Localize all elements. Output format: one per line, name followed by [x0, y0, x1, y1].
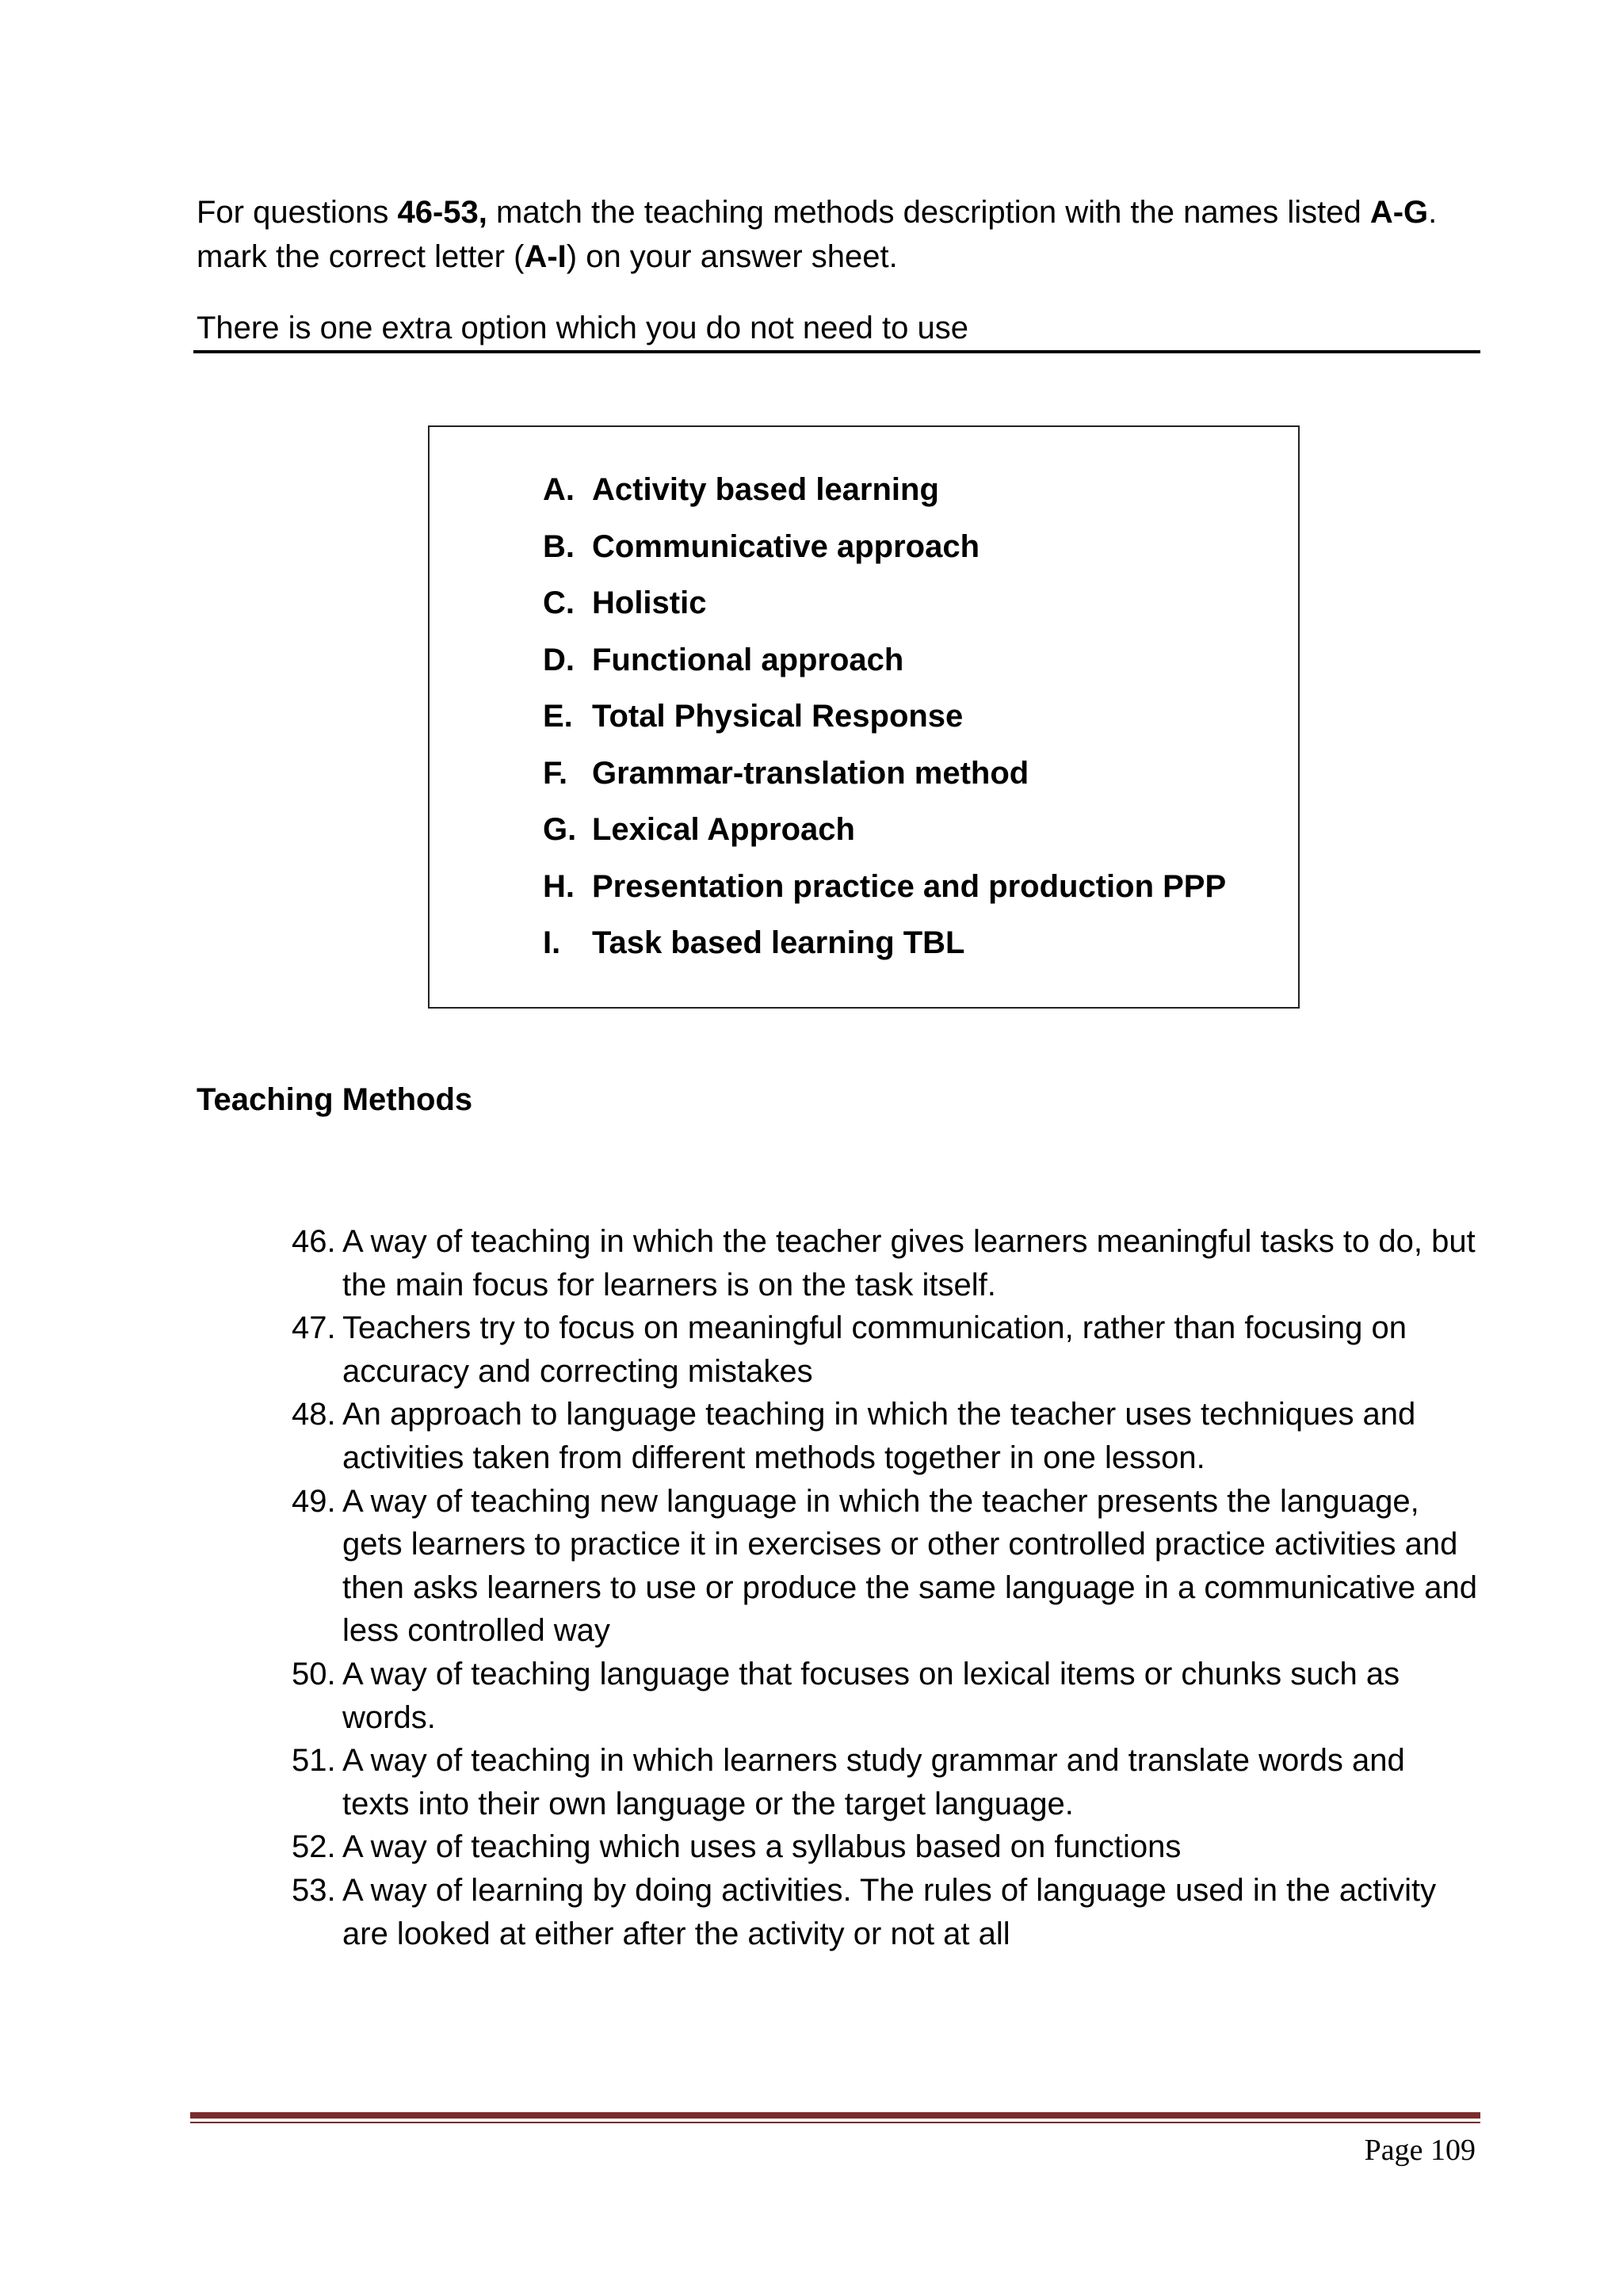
option-item — [543, 575, 1226, 632]
option-letter: H. — [543, 868, 575, 904]
instructions-text-1: For questions — [197, 195, 398, 230]
instructions-text-2: match the teaching methods description with the names listed — [487, 195, 1370, 230]
extra-option-note: There is one extra option which you do not need to use — [197, 311, 968, 345]
question-item — [292, 1653, 1480, 1739]
option-label: Total Physical Response — [592, 699, 964, 734]
option-letter: A. — [543, 472, 575, 507]
option-label: Holistic — [592, 585, 707, 620]
option-label: Functional approach — [592, 642, 904, 677]
question-range: 46-53, — [397, 195, 487, 230]
option-item — [543, 746, 1226, 803]
question-item — [292, 1306, 1480, 1393]
question-number: 49. — [292, 1483, 336, 1519]
question-item — [292, 1480, 1480, 1653]
option-label: Grammar-translation method — [592, 755, 1029, 791]
footer-rule — [190, 2112, 1480, 2119]
question-text: A way of learning by doing activities. The rules of language used in the activity are looked at either after the activity or not at all — [342, 1872, 1437, 1951]
question-item — [292, 1739, 1480, 1825]
question-text: An approach to language teaching in which the teacher uses techniques and activities taken from different methods together in one lesson. — [342, 1397, 1416, 1475]
option-letter: B. — [543, 528, 575, 564]
option-item — [543, 802, 1226, 859]
option-label: Task based learning TBL — [592, 925, 965, 960]
option-letter: F. — [543, 755, 568, 791]
question-text: A way of teaching in which the teacher gives learners meaningful tasks to do, but the main focus for learners is on the task itself. — [342, 1224, 1476, 1302]
underline-rule — [193, 350, 1480, 353]
question-item — [292, 1393, 1480, 1479]
questions-list — [292, 1220, 1480, 1955]
page-number: Page 109 — [1364, 2134, 1476, 2167]
footer-rule-thin — [190, 2122, 1480, 2123]
option-item — [543, 915, 1226, 972]
question-text: A way of teaching language that focuses on lexical items or chunks such as words. — [342, 1656, 1400, 1735]
option-item — [543, 859, 1226, 916]
option-letter: G. — [543, 812, 577, 847]
letters-listed: A-G — [1369, 195, 1429, 230]
option-item — [543, 519, 1226, 576]
option-item — [543, 688, 1226, 746]
option-item — [543, 462, 1226, 519]
section-title: Teaching Methods — [197, 1082, 473, 1117]
option-letter: D. — [543, 642, 575, 677]
option-label: Communicative approach — [592, 528, 980, 564]
question-text: A way of teaching in which learners study grammar and translate words and texts into their own language or the target language. — [342, 1743, 1405, 1821]
question-text: A way of teaching which uses a syllabus based on functions — [342, 1829, 1182, 1865]
question-number: 48. — [292, 1397, 336, 1432]
option-label: Lexical Approach — [592, 812, 855, 847]
option-letter: I. — [543, 925, 561, 960]
question-text: Teachers try to focus on meaningful communication, rather than focusing on accuracy and correcting mistakes — [342, 1310, 1407, 1389]
option-letter: C. — [543, 585, 575, 620]
question-item — [292, 1825, 1480, 1869]
question-number: 53. — [292, 1872, 336, 1908]
options-box — [428, 425, 1300, 1009]
options-list — [543, 462, 1226, 972]
option-label: Activity based learning — [592, 472, 939, 507]
instructions-text-3: . mark the correct letter ( — [197, 195, 1438, 274]
question-number: 50. — [292, 1656, 336, 1691]
instructions-text-4: ) on your answer sheet. — [566, 239, 898, 274]
option-letter: E. — [543, 699, 573, 734]
option-item — [543, 632, 1226, 689]
option-label: Presentation practice and production PPP — [592, 868, 1227, 904]
question-number: 52. — [292, 1829, 336, 1865]
instructions-paragraph — [197, 190, 1480, 279]
letters-mark: A-I — [524, 239, 567, 274]
question-item — [292, 1220, 1480, 1306]
question-text: A way of teaching new language in which the teacher presents the language, gets learners to practice it in exercises or other controlled practice activities and then asks learners to use or produce the same language in a communicative and less controlled way — [342, 1483, 1477, 1649]
question-number: 51. — [292, 1743, 336, 1779]
question-number: 47. — [292, 1310, 336, 1346]
question-item — [292, 1869, 1480, 1955]
question-number: 46. — [292, 1224, 336, 1259]
